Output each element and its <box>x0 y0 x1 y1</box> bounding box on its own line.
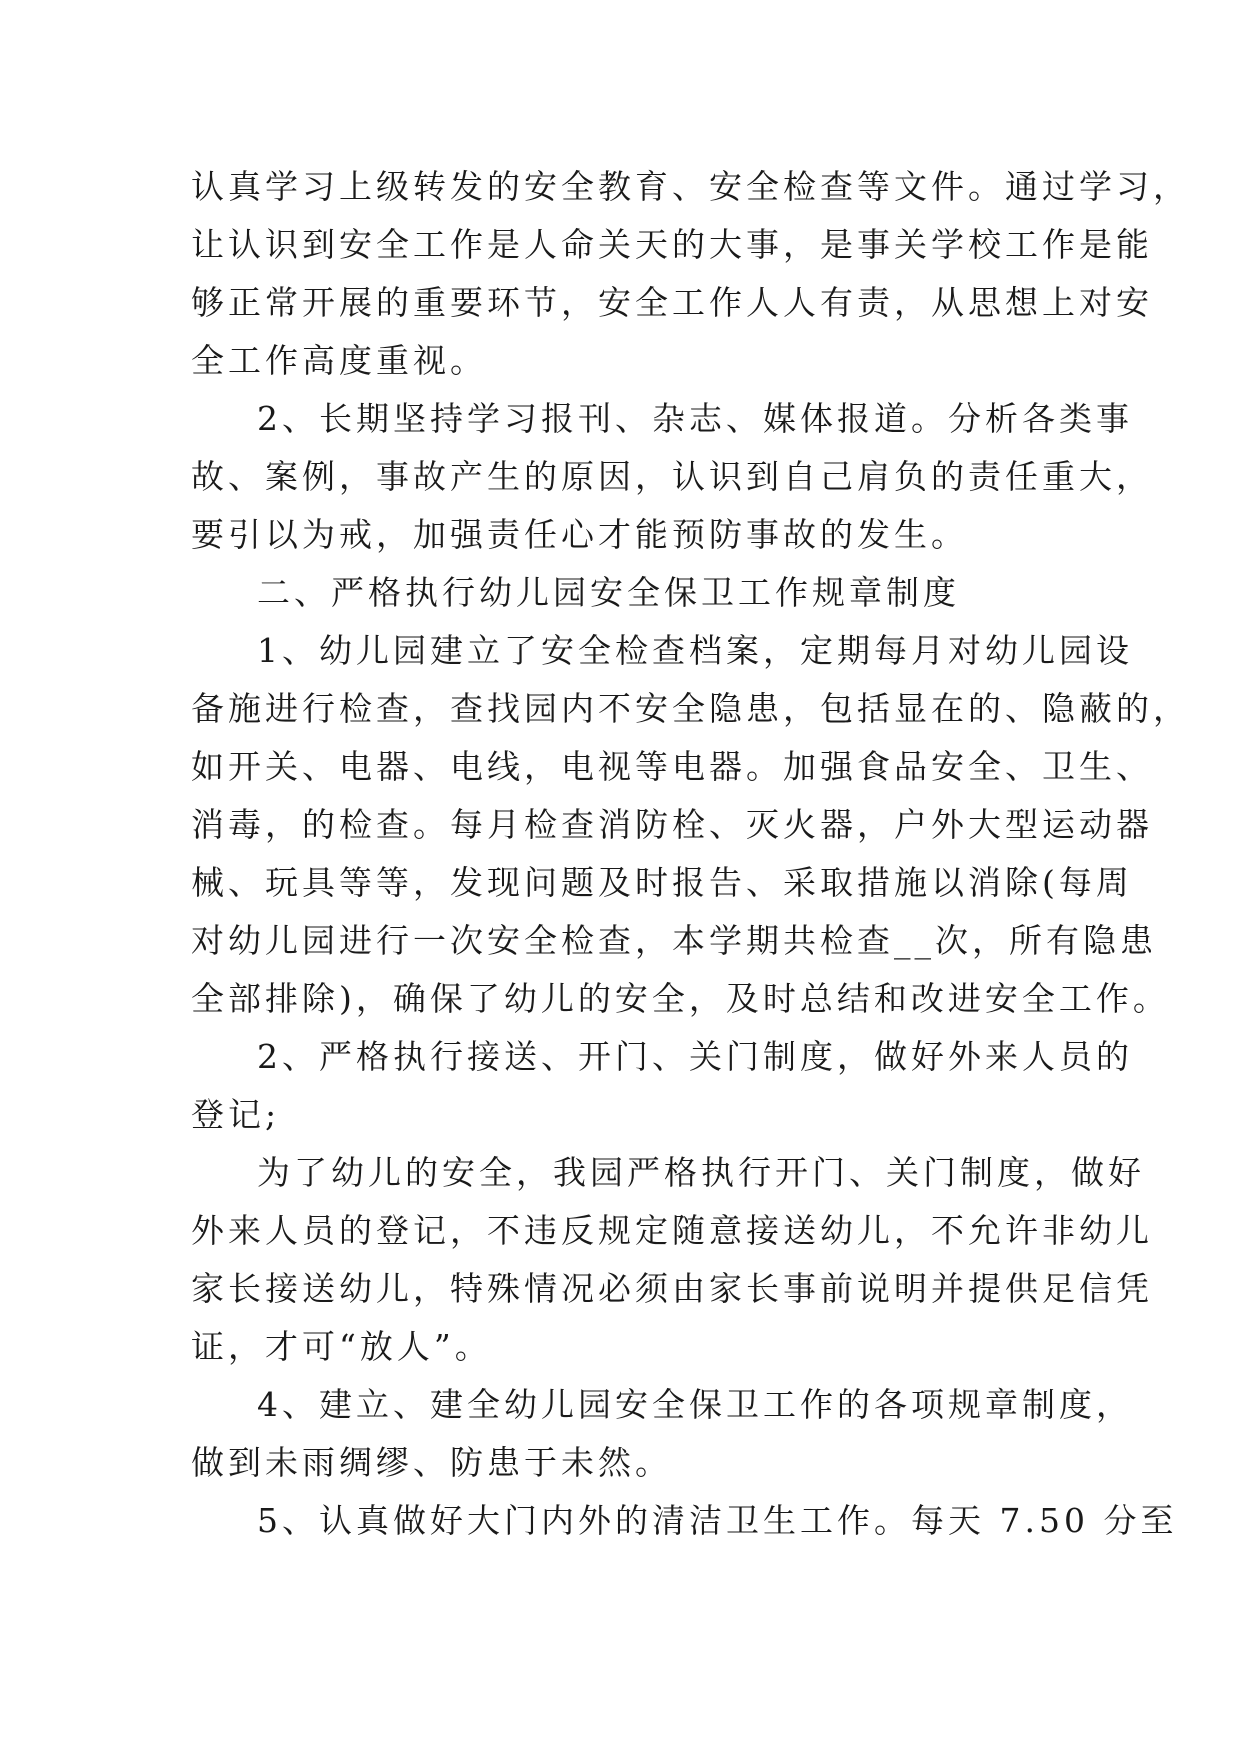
paragraph-item-2-study-media <box>191 390 1153 564</box>
text-line: 要引以为戒，加强责任心才能预防事故的发生。 <box>191 515 968 554</box>
paragraph-item-5-cleaning <box>191 1492 1178 1550</box>
section-heading-2 <box>191 564 1071 622</box>
text-line: 外来人员的登记，不违反规定随意接送幼儿，不允许非幼儿 <box>191 1211 1153 1250</box>
text-line: 消毒，的检查。每月检查消防栓、灭火器，户外大型运动器 <box>191 805 1153 844</box>
text-line: 做到未雨绸缪、防患于未然。 <box>191 1443 672 1482</box>
text-line: 全部排除)，确保了幼儿的安全，及时总结和改进安全工作。 <box>191 979 1170 1018</box>
document-body <box>191 158 1190 1550</box>
text-line: 如开关、电器、电线，电视等电器。加强食品安全、卫生、 <box>191 747 1153 786</box>
text-line: 登记; <box>191 1095 281 1134</box>
text-line: 2、长期坚持学习报刊、杂志、媒体报道。分析各类事 <box>257 399 1133 438</box>
text-line: 家长接送幼儿，特殊情况必须由家长事前说明并提供足信凭 <box>191 1269 1153 1308</box>
text-line: 认真学习上级转发的安全教育、安全检查等文件。通过学习， <box>191 167 1190 206</box>
paragraph-item-1-safety-inspection <box>191 622 1190 1028</box>
text-line: 备施进行检查，查找园内不安全隐患，包括显在的、隐蔽的， <box>191 689 1190 728</box>
heading-text: 二、严格执行幼儿园安全保卫工作规章制度 <box>257 573 960 612</box>
text-line: 证，才可“放人”。 <box>191 1327 492 1366</box>
text-line: 故、案例，事故产生的原因，认识到自己肩负的责任重大， <box>191 457 1153 496</box>
text-line: 5、认真做好大门内外的清洁卫生工作。每天 7.50 分至 <box>257 1501 1178 1540</box>
text-line: 对幼儿园进行一次安全检查，本学期共检查__次，所有隐患 <box>191 921 1157 960</box>
paragraph-pickup-details <box>191 1144 1153 1376</box>
paragraph-study-documents <box>191 158 1190 390</box>
text-line: 械、玩具等等，发现问题及时报告、采取措施以消除(每周 <box>191 863 1133 902</box>
text-line: 够正常开展的重要环节，安全工作人人有责，从思想上对安 <box>191 283 1153 322</box>
text-line: 为了幼儿的安全，我园严格执行开门、关门制度，做好 <box>257 1153 1145 1192</box>
text-line: 4、建立、建全幼儿园安全保卫工作的各项规章制度， <box>257 1385 1133 1424</box>
paragraph-item-4-regulations <box>191 1376 1133 1492</box>
text-line: 2、严格执行接送、开门、关门制度，做好外来人员的 <box>257 1037 1133 1076</box>
text-line: 全工作高度重视。 <box>191 341 487 380</box>
text-line: 1、幼儿园建立了安全检查档案，定期每月对幼儿园设 <box>257 631 1133 670</box>
text-line: 让认识到安全工作是人命关天的大事，是事关学校工作是能 <box>191 225 1153 264</box>
paragraph-item-2-pickup-rules <box>191 1028 1133 1144</box>
